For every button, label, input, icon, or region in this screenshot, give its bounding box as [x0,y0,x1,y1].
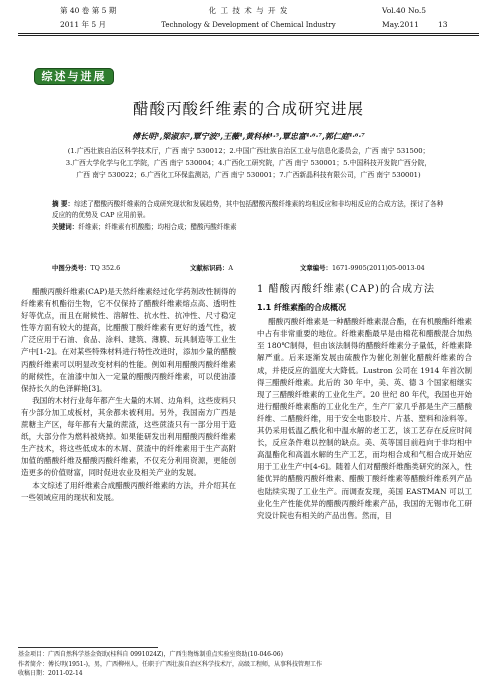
article-no-value: 1671-9905(2011)05-0013-04 [331,264,425,272]
page-number: 13 [438,20,448,29]
body-left-column [21,286,236,504]
affiliation-line: (1.广西壮族自治区科学技术厅，广西 南宁 530012；2.中国广西壮族自治区工业与信息化委员会，广西 南宁 531500； [67,147,430,155]
footnotes [18,650,479,679]
received-date: 收稿日期：2011-02-14 [18,670,83,677]
subsection-heading: 1.1 纤维素酯的合成概况 [257,303,346,313]
abstract [52,199,447,221]
author-bio: 作者简介：傅长明(1951-)，男，广西柳州人，任职于广西壮族自治区科学技术厅，高级工程师，从事科技管理工作 [18,660,322,668]
document-code [190,263,233,272]
body-paragraph: 我国的木材行业每年都产生大量的木屑、边角料，这些废料只有少部分加工成板材，其余都未被利用。另外，我国南方广西是蔗糖主产区，每年都有大量的蔗渣，这些蔗渣只有一部分用于造纸，大部分作为燃料被烧掉。如果能研发出利用醋酸丙酸纤维素生产技术，将这些低成本的木屑、蔗渣中的纤维素用于生产高附加值的醋酸纤维及醋酸丙酸纤维素，不仅充分利用资源，更能创造更多的价值财富，同时促进农业及相关产业的发展。 [21,395,236,478]
article-number [300,263,425,272]
doc-code-value: A [228,264,233,272]
author-list: 傅长明¹,梁淑东²,覃宁波³,王薇⁴,黄科林⁴·⁵,覃忠富⁴·⁶·⁷,郭仁庭⁴·⁶·⁷ [132,131,365,141]
abstract-label: 摘 要： [52,200,75,208]
affiliation-line: 广西 南宁 530022；6.广西化工环保监测站，广西 南宁 530001；7.广西新晶科技有限公司，广西 南宁 530001) [76,171,421,179]
header-rule-2 [18,35,479,36]
header-rule [18,33,479,34]
clc-value: TQ 352.6 [90,264,121,272]
abstract-block [52,199,447,233]
abstract-text: 综述了醋酸丙酸纤维素的合成研究现状和发展趋势，其中包括醋酸丙酸纤维素的均相反应和非均相反应的合成方法，探讨了各种反应的的优势及 CAP 应用前景。 [52,200,444,219]
journal-date: 2011 年 5 月 [60,20,107,29]
date-en: May.2011 [382,20,419,29]
keywords [52,222,447,233]
volume-number-en: Vol.40 No.5 [382,6,427,15]
journal-name-cn: 化 工 技 术 与 开 发 [208,6,289,15]
body-right-column [257,284,472,522]
article-no-label: 文章编号： [300,264,332,272]
clc-label: 中图分类号： [52,264,91,272]
body-paragraph: 醋酸丙酸纤维素是一种醋酸纤维素混合酯，在有机酸酯纤维素中占有非常重要的地位。纤维素酯最早是由棉花和醋酸混合加热至 180℃制得，但由该法制得的醋酸纤维素分子量低，纤维素降解严重。后来逐渐发展由硫酸作为催化剂催化醋酸纤维素的合成，并使反应的温度大大降低。Lustron 公司在 1914 年首次制得三醋酸纤维素。此后的 30 年中，美、英、德 3 个国家相继实现了三醋酸纤维素的工业化生产。20 世纪 80 年代，我国也开始进行醋酸纤维素酯的工业化生产，生产厂家几乎都是生产三醋酸纤维、二醋酸纤维，用于安全电影胶片、片基、塑料和涂料等。其仍采用低温乙酰化和中温水解的老工艺，该工艺存在反应时间长，反应条件难以控制的缺点。美、英等国目前趋向于非均相中高温酯化和高温水解的生产工艺，而均相合成和气相合成开始应用于工业生产中[4-6]。随着人们对醋酸纤维酯类研究的深入，性能优异的醋酸丙酸纤维素、醋酸丁酸纤维素等醋酸纤维系列产品也陆续实现了工业生产。而调查发现，美国 EASTMAN 可以工业化生产性能优异的醋酸丙酸纤维素产品，我国的无锡市化工研究设计院也有相关的产品出售。然而，目 [257,317,472,520]
clc-number [52,263,120,272]
section-banner: 综述与进展 [34,68,114,85]
body-paragraph: 醋酸丙酸纤维素(CAP)是天然纤维素经过化学药剂改性制得的纤维素有机酯衍生物，它不仅保持了醋酸纤维素熔点高、透明性好等优点，而且在耐候性、溶解性、抗水性、抗冲性、尺寸稳定性等方面有较大的提高，比醋酸丁酸纤维素有更好的透气性，被广泛应用于石油、食品、涂料、建筑、薄膜、玩具制造等工业生产中[1-2]。在对某些特殊材料进行特性改进时，添加少量的醋酸丙酸纤维素可以明显改变材料的性能。例如利用醋酸丙酸纤维素的耐候性，在油漆中加入一定量的醋酸丙酸纤维素，可以使油漆保持长久的色泽鲜艳[3]。 [21,287,236,393]
funding-note: 基金项目：广西自然科学基金资助(桂科自 0991024Z)，广西生物炼制重点实验室资助(10-046-06) [18,651,283,658]
body-paragraph: 本文综述了用纤维素合成醋酸丙酸纤维素的方法，并介绍其在一些领域应用的现状和发展。 [21,480,236,502]
affiliations [40,145,457,181]
journal-volume-issue: 第 40 卷 第 5 期 [60,6,117,15]
section-heading: 1 醋酸丙酸纤维素(CAP)的合成方法 [257,284,435,295]
journal-name-en: Technology & Development of Chemical Industry [161,21,336,29]
keywords-text: 纤维素；纤维素有机酸酯；均相合成；醋酸丙酸纤维素 [78,223,237,231]
article-title: 醋酸丙酸纤维素的合成研究进展 [132,100,364,118]
keywords-label: 关键词： [52,223,79,231]
footnote-rule [18,647,158,648]
affiliation-line: 3.广西大学化学与化工学院，广西 南宁 530004；4.广西化工研究院，广西 南宁 530001；5.中国科技开发院广西分院， [65,159,432,167]
doc-code-label: 文献标识码： [190,264,229,272]
